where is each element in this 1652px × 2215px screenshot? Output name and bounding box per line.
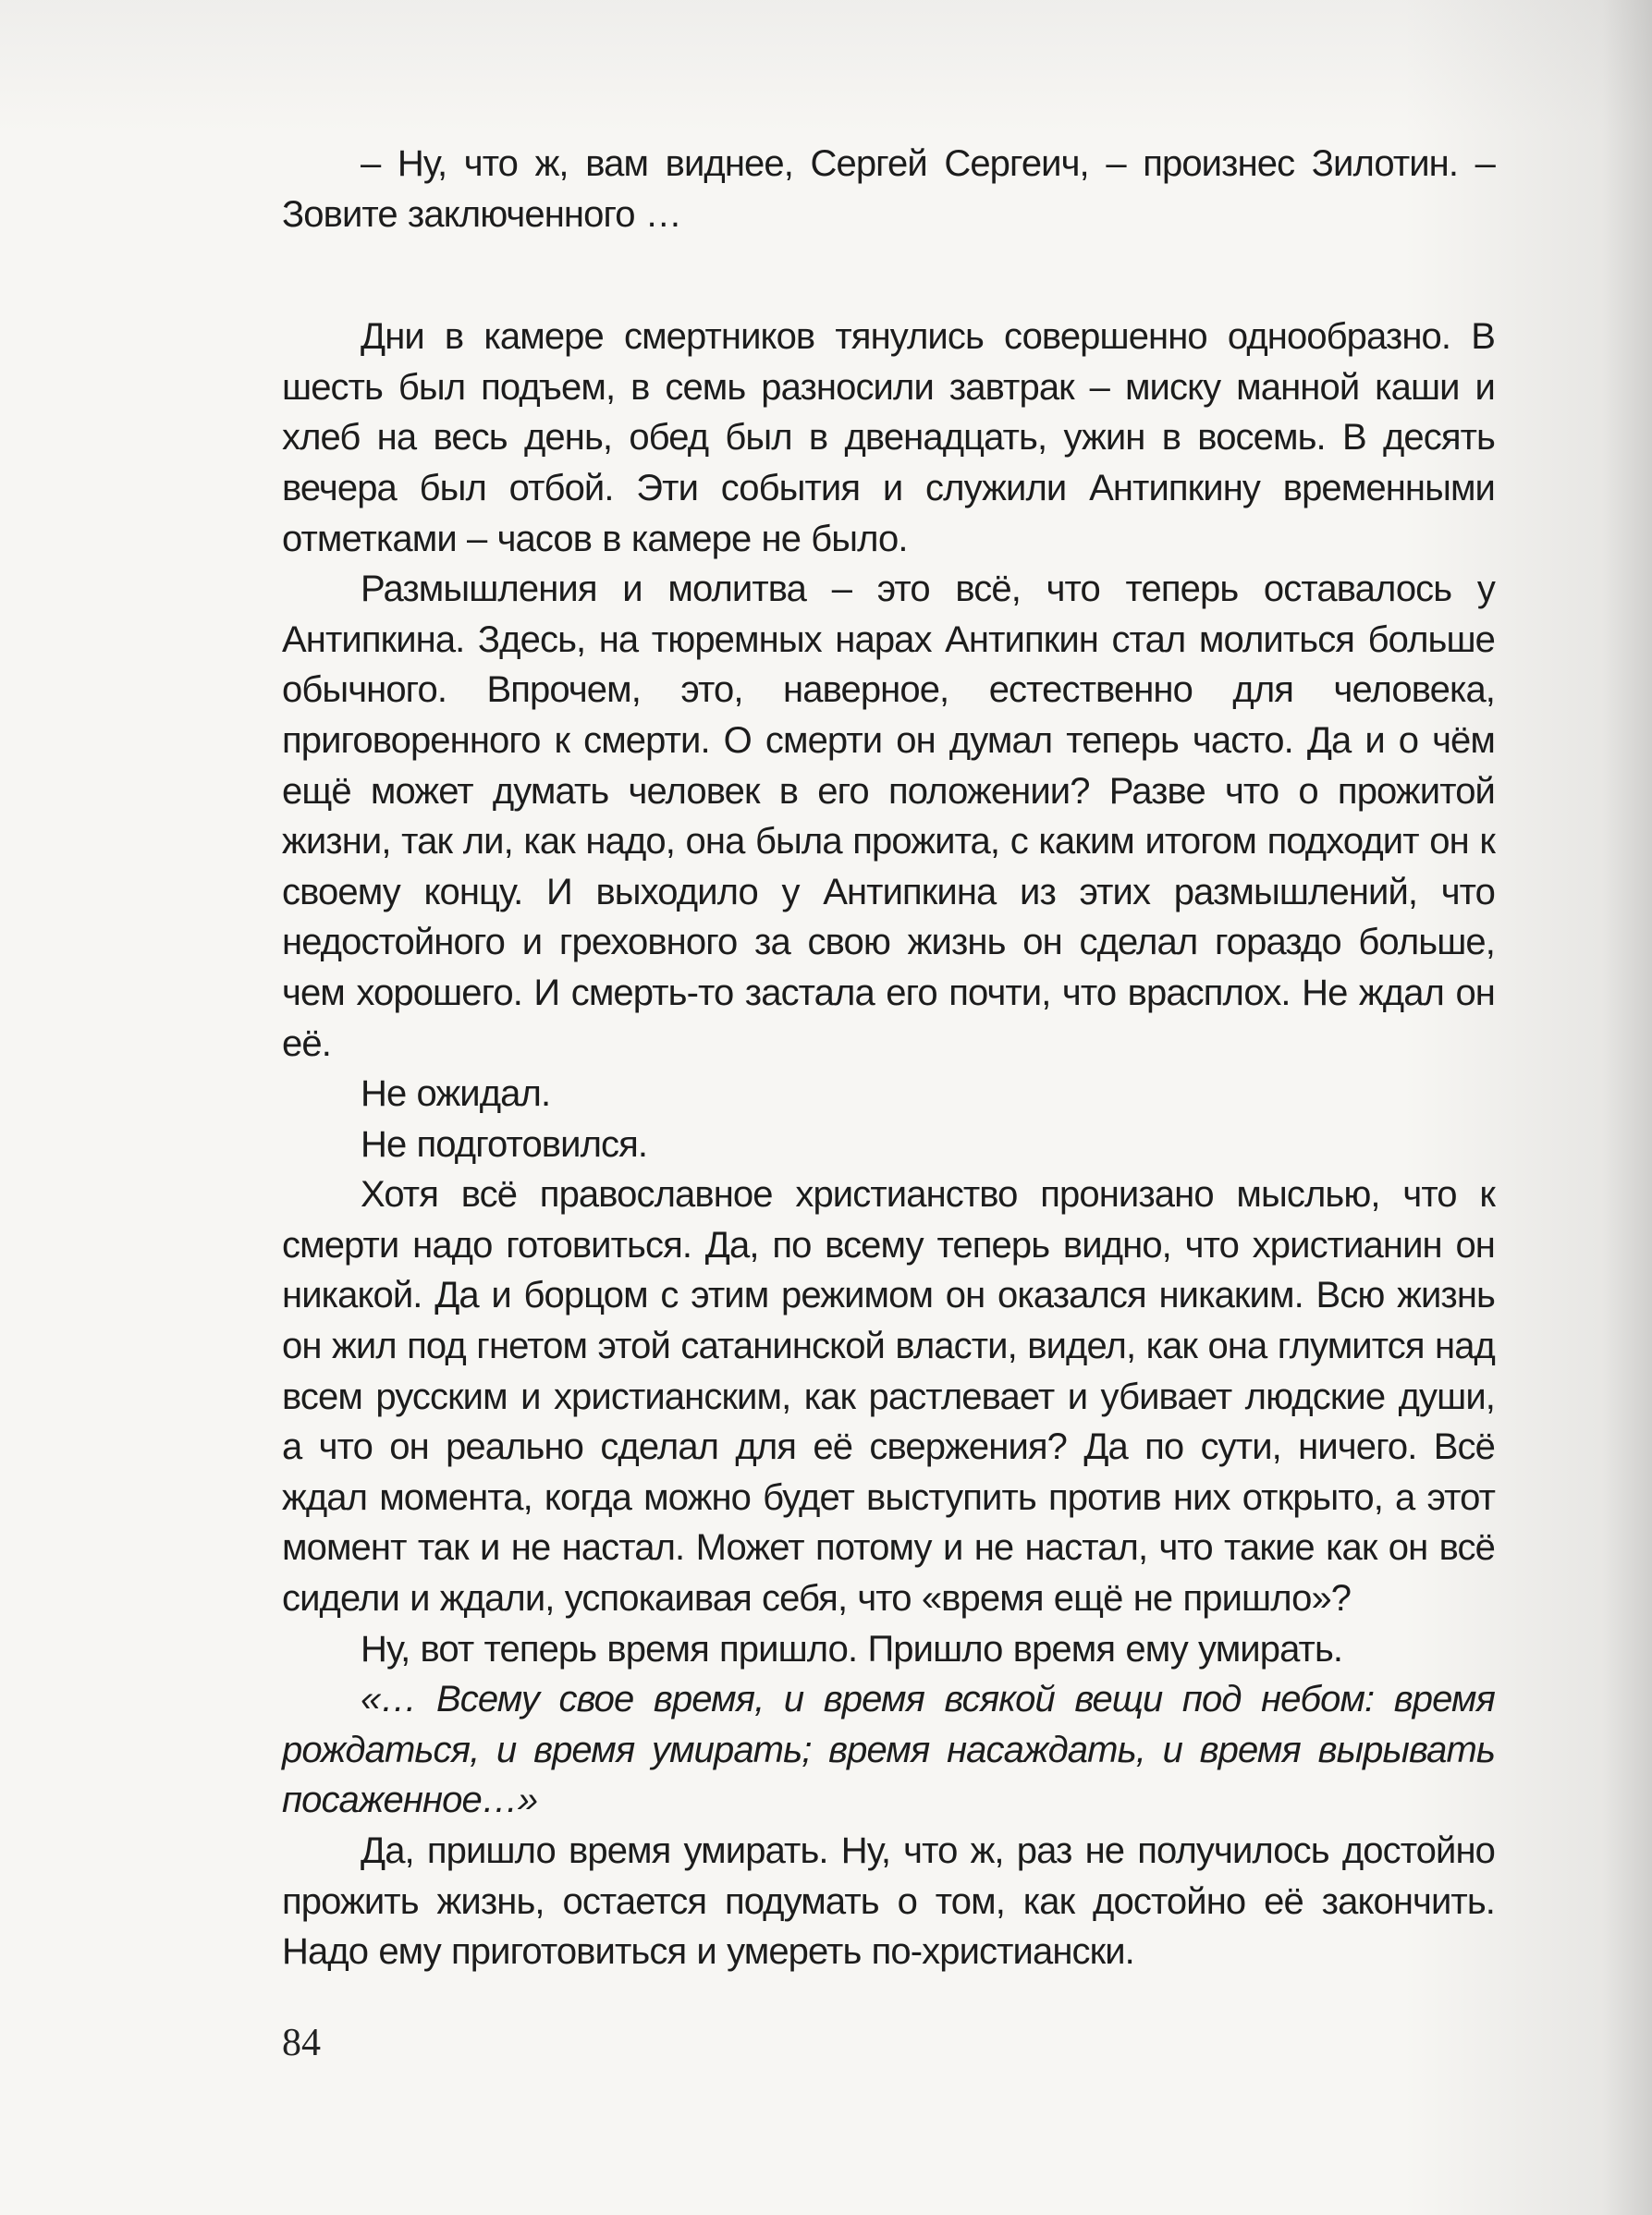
body-text <box>282 139 1495 1977</box>
paragraph-7: Ну, вот теперь время пришло. Пришло время ему умирать. <box>361 1628 1343 1670</box>
paragraph-6: Хотя всё православное христианство пронизано мыслью, что к смерти надо готовиться. Да, по всему теперь видно, что христианин он никакой. Да и борцом с этим режимом он оказался никаким. Всю жизнь он жил под гнетом этой сатанинской власти, видел, как она глумится над всем русским и христианским, как растлевает и убивает людские души, а что он реально сделал для её свержения? Да по сути, ничего. Всё ждал момента, когда можно будет выступить против них открыто, а этот момент так и не настал. Может потому и не настал, что такие как он всё сидели и ждали, успокаивая себя, что «время ещё не пришло»? <box>282 1174 1495 1620</box>
paragraph-9: Да, пришло время умирать. Ну, что ж, раз не получилось достойно прожить жизнь, остается подумать о том, как достойно её закончить. Надо ему приготовиться и умереть по-христиански. <box>282 1830 1495 1973</box>
paragraph-4: Не ожидал. <box>361 1073 551 1115</box>
bible-quote: «… Всему свое время, и время всякой вещи под небом: время рождаться, и время умирать; время насаждать, и время вырывать посаженное…» <box>282 1679 1495 1821</box>
paragraph-1: – Ну, что ж, вам виднее, Сергей Сергеич, – произнес Зилотин. – Зовите заключенного … <box>282 143 1495 235</box>
page-number: 84 <box>282 2022 321 2064</box>
paragraph-5: Не подготовился. <box>361 1123 648 1165</box>
paragraph-3: Размышления и молитва – это всё, что теперь оставалось у Антипкина. Здесь, на тюремных нарах Антипкин стал молиться больше обычного. Впрочем, это, наверное, естественно для человека, приговоренного к смерти. О смерти он думал теперь часто. Да и о чём ещё может думать человек в его положении? Разве что о прожитой жизни, так ли, как надо, она была прожита, с каким итогом подходит он к своему концу. И выходило у Антипкина из этих размышлений, что недостойного и греховного за свою жизнь он сделал гораздо больше, чем хорошего. И смерть-то застала его почти, что врасплох. Не ждал он её. <box>282 569 1495 1064</box>
paragraph-2: Дни в камере смертников тянулись совершенно однообразно. В шесть был подъем, в семь разносили завтрак – миску манной каши и хлеб на весь день, обед был в двенадцать, ужин в восемь. В десять вечера был отбой. Эти события и служили Антипкину временными отметками – часов в камере не было. <box>282 316 1495 559</box>
